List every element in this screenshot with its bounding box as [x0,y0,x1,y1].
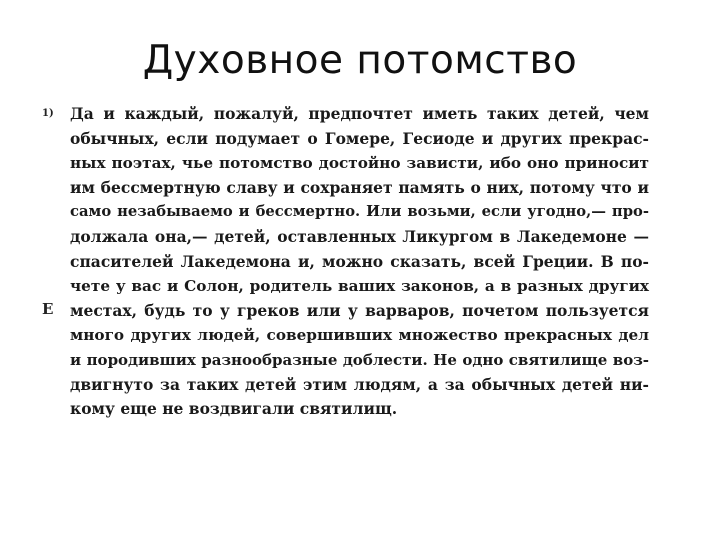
scanned-text-block [42,102,662,442]
text-line: двигнуто за таких детей этим людям, а за обычных детей ни- [70,374,649,394]
text-line: само незабываемо и бессмертно. Или возьми, если угодно,— про- [70,203,649,221]
text-line: спасителей Лакедемона и, можно сказать, всей Греции. В по- [70,251,649,271]
text-line: чете у вас и Солон, родитель ваших законов, а в разных других [70,277,649,296]
text-line: много других людей, совершивших множество прекрасных дел [70,326,649,345]
text-line: обычных, если подумает о Гомере, Гесиоде и других прекрас- [70,128,649,148]
text-line: и породивших разнообразные доблести. Не одно святилище воз- [70,350,649,369]
text-line: Да и каждый, пожалуй, предпочтет иметь таких детей, чем [70,104,649,123]
footnote-marker: 1) [42,108,54,119]
slide-title: Духовное потомство [142,38,578,83]
body-paragraph [70,102,649,422]
margin-marker: E [42,300,54,318]
text-line: кому еще не воздвигали святилищ. [70,399,398,419]
text-line: ных поэтах, чье потомство достойно зависти, ибо оно приносит [70,154,649,173]
text-line: им бессмертную славу и сохраняет память о них, потому что и [70,177,649,197]
text-line: местах, будь то у греков или у варваров, почетом пользуется [70,300,649,320]
text-line: должала она,— детей, оставленных Ликургом в Лакедемоне — [70,226,649,246]
